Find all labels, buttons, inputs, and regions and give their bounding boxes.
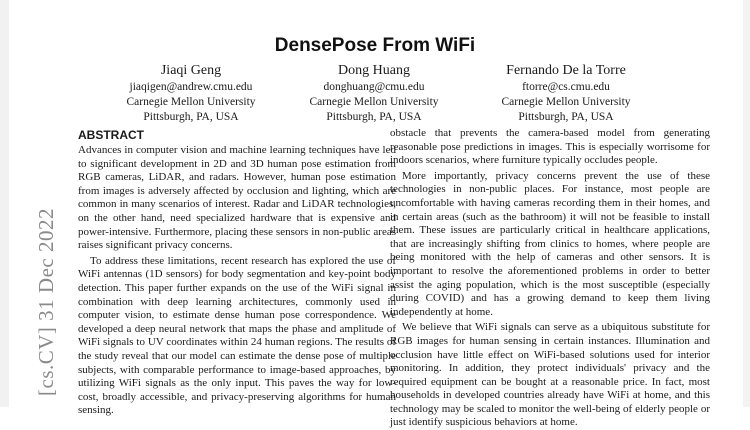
body-paragraph: More importantly, privacy concerns prevent the use of these technologies in non-public places. For instance, most people are uncomfortable with having cameras recording them in their homes, and in certain areas (such as the bathroom) it will not be feasible to install them. These issues are particularly critical in healthcare applications, that are increasingly shifting from clinics to homes, where people are being monitored with the help of cameras and other sensors. It is important to resolve the aforementioned problems in order to better assist the aging population, which is the most susceptible (especially during COVID) and has a growing demand to keep them living independently at home. (390, 169, 710, 318)
body-paragraph: obstacle that prevents the camera-based model from generating reasonable pose predictions in images. This is especially worrisome for indoors scenarios, where furniture typically occludes people. (390, 127, 710, 167)
abstract-paragraph: Advances in computer vision and machine learning techniques have led to significant development in 2D and 3D human pose estimation from RGB cameras, LiDAR, and radars. However, human pose estimation from images is adversely affected by occlusion and lighting, which are common in many scenarios of interest. Radar and LiDAR technologies, on the other hand, need specialized hardware that is expensive and power-intensive. Furthermore, placing these sensors in non-public areas raises significant privacy concerns. (78, 144, 396, 252)
paper-title: DensePose From WiFi (274, 35, 476, 56)
body-paragraph: We believe that WiFi signals can serve as a ubiquitous substitute for RGB images for human sensing in certain instances. Illumination and occlusion have little effect on WiFi-based solutions used for interior monitoring. In addition, they protect individuals' privacy and the required equipment can be bought at a reasonable price. In fact, most households in developed countries already have WiFi at home, and this technology may be scaled to monitor the well-being of elderly people or just identify suspicious behaviors at home. (390, 321, 710, 429)
author-name: Dong Huang (338, 63, 410, 78)
author-email: donghuang@cmu.edu (323, 81, 425, 93)
author-affiliation: Carnegie Mellon University (309, 96, 439, 108)
abstract-column (78, 128, 396, 418)
author-email: jiaqigen@andrew.cmu.edu (129, 81, 253, 93)
author-name: Jiaqi Geng (160, 63, 222, 78)
author-location: Pittsburgh, PA, USA (326, 111, 422, 123)
author-email: ftorre@cs.cmu.edu (522, 81, 610, 93)
author-block (471, 62, 661, 125)
author-block (279, 62, 469, 125)
author-affiliation: Carnegie Mellon University (126, 96, 256, 108)
arxiv-stamp: [cs.CV] 31 Dec 2022 (34, 208, 58, 396)
abstract-heading: ABSTRACT (78, 128, 144, 142)
intro-column (390, 127, 710, 430)
author-name: Fernando De la Torre (506, 63, 626, 78)
page-left-margin (0, 0, 9, 407)
author-affiliation: Carnegie Mellon University (501, 96, 631, 108)
page-right-margin (743, 0, 750, 407)
author-block (96, 62, 286, 125)
author-location: Pittsburgh, PA, USA (143, 111, 239, 123)
abstract-paragraph: To address these limitations, recent research has explored the use of WiFi antennas (1D sensors) for body segmentation and key-point body detection. This paper further expands on the use of the WiFi signal in combination with deep learning architectures, commonly used in computer vision, to estimate dense human pose correspondence. We developed a deep neural network that maps the phase and amplitude of WiFi signals to UV coordinates within 24 human regions. The results of the study reveal that our model can estimate the dense pose of multiple subjects, with comparable performance to image-based approaches, by utilizing WiFi signals as the only input. This paves the way for low-cost, broadly accessible, and privacy-preserving algorithms for human sensing. (78, 254, 396, 417)
author-location: Pittsburgh, PA, USA (518, 111, 614, 123)
